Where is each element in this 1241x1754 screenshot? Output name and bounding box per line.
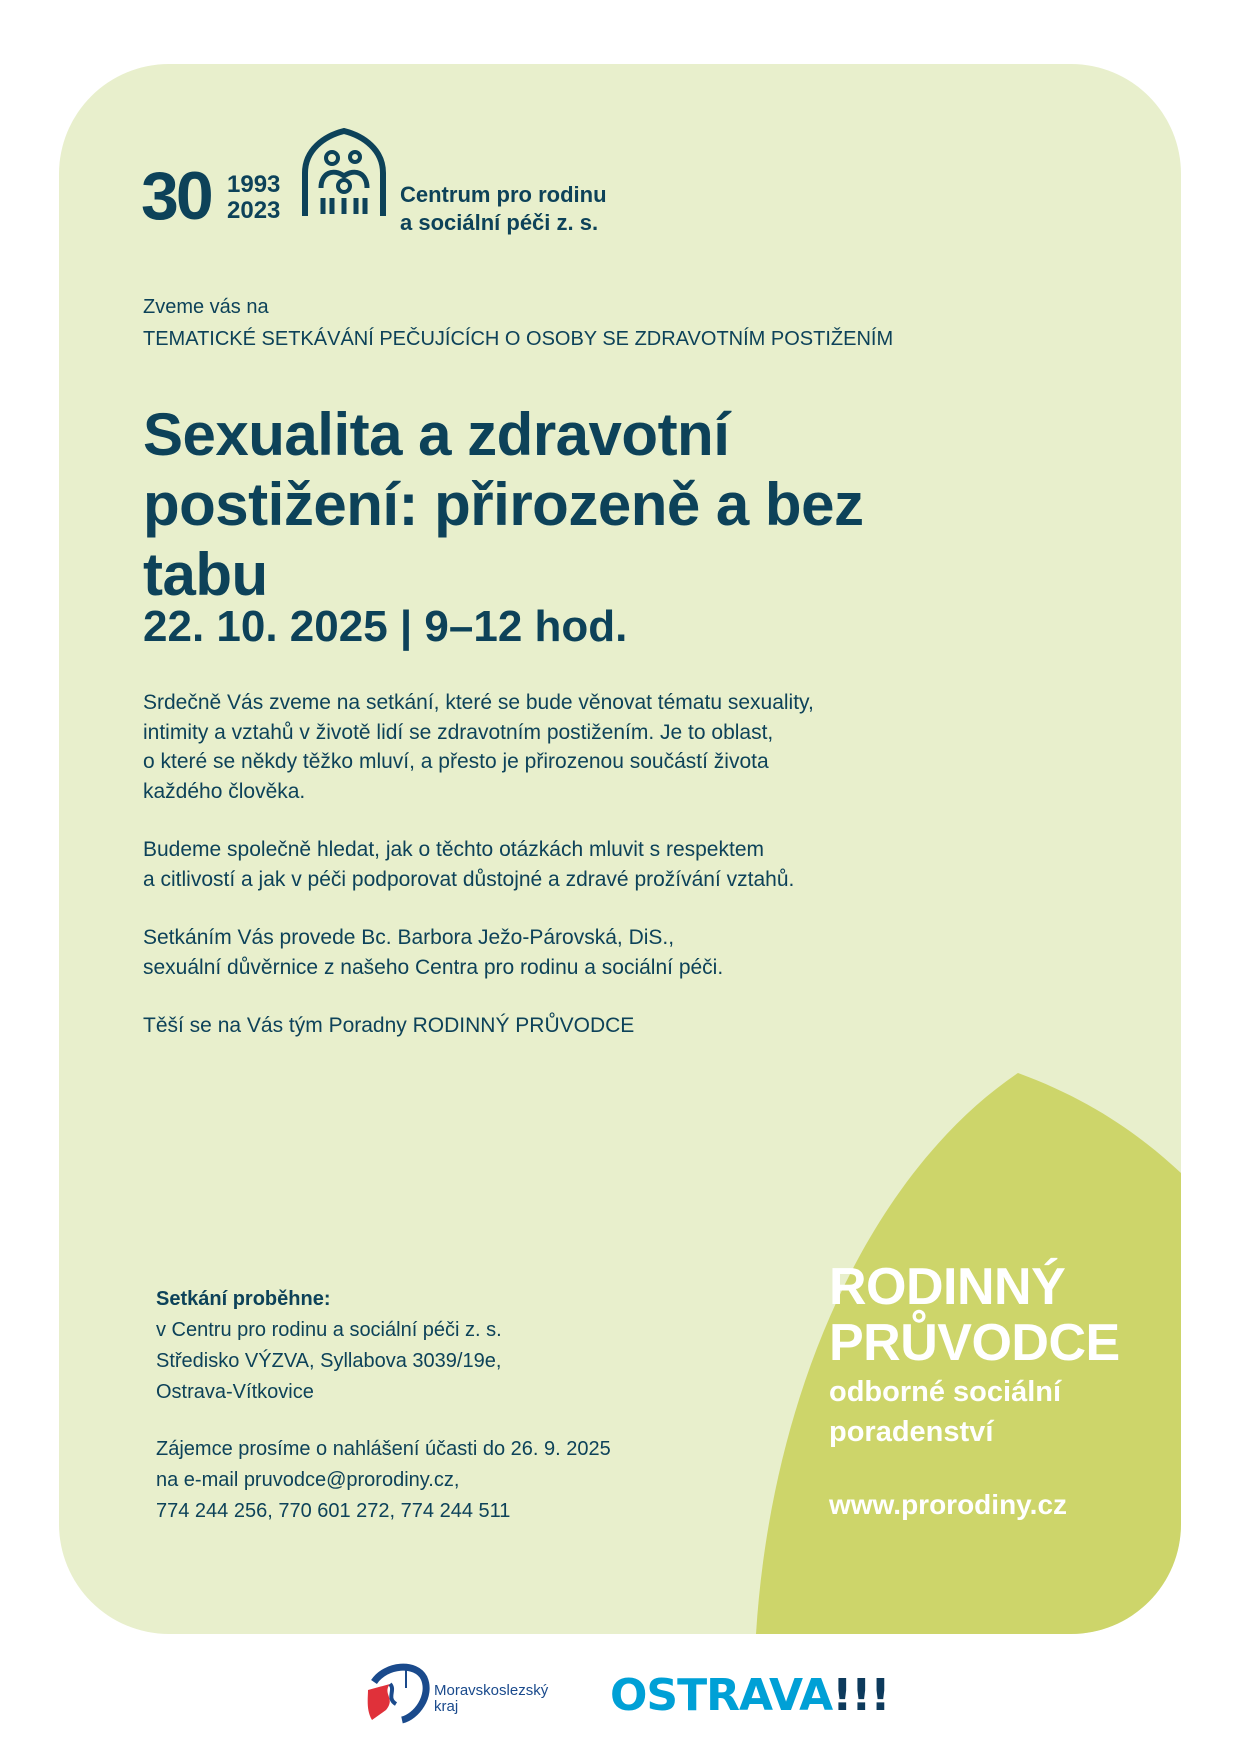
paragraph — [143, 688, 814, 806]
poster-card — [59, 64, 1181, 1634]
brand-subtitle: poradenství — [829, 1416, 994, 1448]
event-type: TEMATICKÉ SETKÁVÁNÍ PEČUJÍCÍCH O OSOBY SE ZDRAVOTNÍM POSTIŽENÍM — [143, 328, 894, 350]
brand-name-line: RODINNÝ — [829, 1258, 1066, 1316]
organization-name — [400, 181, 607, 237]
intro-line: Zveme vás na — [143, 296, 269, 318]
event-description — [143, 688, 814, 1070]
org-line-2: a sociální péči z. s. — [400, 210, 599, 235]
text-line: Setkáním Vás provede Bc. Barbora Ježo-Párovská, DiS., — [143, 926, 675, 949]
venue-line: v Centru pro rodinu a sociální péči z. s. — [156, 1319, 502, 1341]
brand-name-line: PRŮVODCE — [829, 1314, 1120, 1372]
moravskoslezsky-kraj-text — [434, 1683, 548, 1715]
ostrava-logo — [610, 1670, 889, 1721]
event-date-time: 22. 10. 2025 | 9–12 hod. — [143, 602, 628, 651]
contact-phones: 774 244 256, 770 601 272, 774 244 511 — [156, 1500, 511, 1522]
text-line: Těší se na Vás tým Poradny RODINNÝ PRŮVODCE — [143, 1014, 635, 1037]
text-line: intimity a vztahů v životě lidí se zdravotním postižením. Je to oblast, — [143, 720, 774, 744]
text-line: o které se někdy těžko mluví, a přesto je přirozenou součástí života — [143, 750, 769, 773]
sponsor-name: Moravskoslezský — [434, 1682, 549, 1699]
sponsor-name: kraj — [434, 1698, 459, 1715]
contact-email: na e-mail pruvodce@prorodiny.cz, — [156, 1469, 460, 1491]
brand-subtitle: odborné sociální — [829, 1376, 1062, 1408]
venue-info — [156, 1284, 611, 1527]
title-line: postižení: přirozeně a bez — [143, 471, 864, 538]
paragraph — [143, 1011, 814, 1041]
paragraph — [143, 835, 814, 894]
venue-heading: Setkání proběhne: — [156, 1288, 331, 1310]
text-line: Budeme společně hledat, jak o těchto otázkách mluvit s respektem — [143, 838, 764, 861]
ostrava-exclamations: !!! — [832, 1670, 890, 1721]
anniversary-number: 30 — [141, 158, 211, 234]
venue-line: Středisko VÝZVA, Syllabova 3039/19e, — [156, 1350, 502, 1372]
text-line: každého člověka. — [143, 779, 306, 803]
website-link[interactable]: www.prorodiny.cz — [829, 1489, 1068, 1520]
org-line-1: Centrum pro rodinu — [400, 182, 607, 207]
moravskoslezsky-kraj-logo-icon — [366, 1662, 432, 1724]
invitation-intro — [143, 291, 893, 355]
title-line: Sexualita a zdravotní — [143, 401, 730, 468]
year-end: 2023 — [227, 197, 281, 224]
family-arch-logo-icon — [299, 128, 389, 218]
paragraph — [143, 923, 814, 982]
brand-block — [829, 1259, 1120, 1521]
year-start: 1993 — [227, 171, 281, 198]
anniversary-years — [227, 172, 280, 224]
title-line: tabu — [143, 541, 268, 608]
venue-line: Ostrava-Vítkovice — [156, 1381, 314, 1403]
registration-line: Zájemce prosíme o nahlášení účasti do 26. 9. 2025 — [156, 1438, 611, 1460]
text-line: Srdečně Vás zveme na setkání, které se bude věnovat tématu sexuality, — [143, 691, 814, 714]
text-line: a citlivostí a jak v péči podporovat důstojné a zdravé prožívání vztahů. — [143, 867, 795, 891]
text-line: sexuální důvěrnice z našeho Centra pro rodinu a sociální péči. — [143, 955, 724, 979]
ostrava-text: OSTRAVA — [610, 1670, 833, 1721]
event-title — [143, 400, 863, 610]
